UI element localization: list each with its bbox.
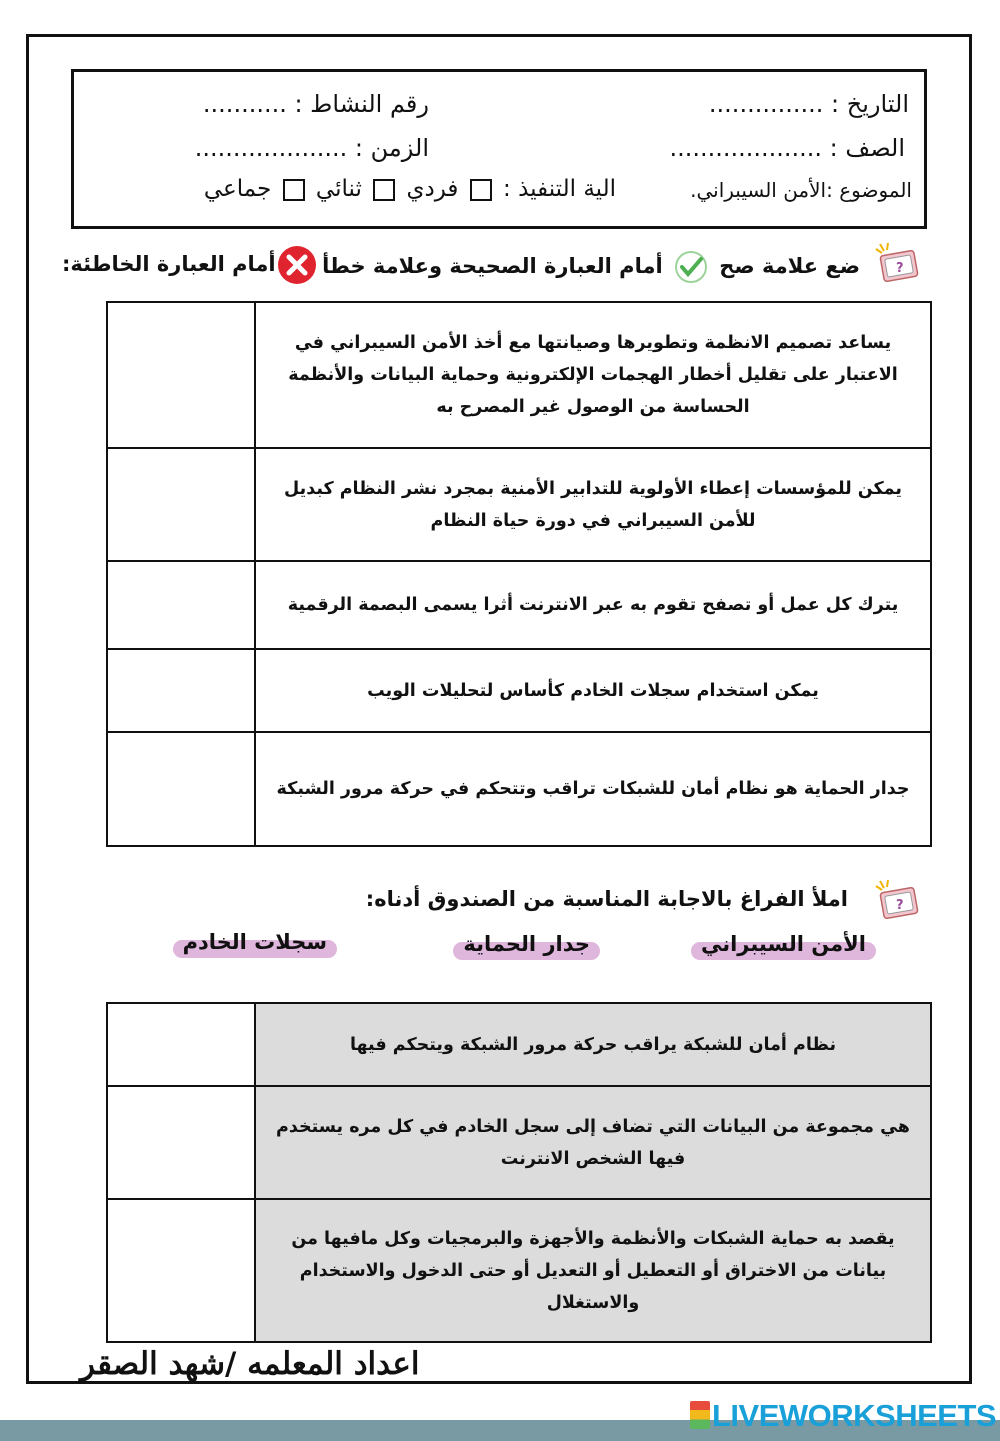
answer-cell[interactable] — [107, 732, 255, 846]
cross-mark-icon — [276, 244, 318, 286]
statement-cell: يقصد به حماية الشبكات والأنظمة والأجهزة والبرمجيات وكل مافيها من بيانات من الاختراق أو التعطيل أو التعديل أو حتى الدخول والاستخدام والاستغلال — [255, 1199, 931, 1342]
table-row — [107, 1086, 931, 1199]
section2-instruction: املأ الفراغ بالاجابة المناسبة من الصندوق أدناه: — [365, 887, 848, 911]
statement-cell: جدار الحماية هو نظام أمان للشبكات تراقب وتتحكم في حركة مرور الشبكة — [255, 732, 931, 846]
word-bank-server-logs: سجلات الخادم — [182, 930, 327, 954]
execution-label: الية التنفيذ : — [503, 176, 616, 202]
notebook-icon — [874, 243, 922, 285]
liveworksheets-logo[interactable] — [690, 1398, 996, 1434]
table-row — [107, 732, 931, 846]
statement-cell: هي مجموعة من البيانات التي تضاف إلى سجل الخادم في كل مره يستخدم فيها الشخص الانترنت — [255, 1086, 931, 1199]
mode-individual-label: فردي — [406, 176, 459, 202]
fill-blank-table — [106, 1002, 932, 1343]
instruction-part1: ضع علامة صح — [719, 254, 860, 278]
answer-cell[interactable] — [107, 649, 255, 732]
checkbox-pair[interactable] — [373, 179, 395, 201]
statement-cell: يساعد تصميم الانظمة وتطويرها وصيانتها مع أخذ الأمن السيبراني في الاعتبار على تقليل أخطار الهجمات الإلكترونية وحماية البيانات والأنظمة الحساسة من الوصول غير المصرح به — [255, 302, 931, 448]
word-bank-cyber-security: الأمن السيبراني — [700, 932, 866, 956]
statement-cell: يترك كل عمل أو تصفح تقوم به عبر الانترنت أثرا يسمى البصمة الرقمية — [255, 561, 931, 649]
table-row — [107, 302, 931, 448]
table-row — [107, 649, 931, 732]
table-row — [107, 448, 931, 561]
table-row — [107, 1003, 931, 1086]
answer-cell[interactable] — [107, 1003, 255, 1086]
mode-pair-label: ثنائي — [315, 176, 362, 202]
execution-row — [204, 176, 616, 202]
answer-cell[interactable] — [107, 561, 255, 649]
statement-cell: نظام أمان للشبكة يراقب حركة مرور الشبكة ويتحكم فيها — [255, 1003, 931, 1086]
teacher-signature: اعداد المعلمه /شهد الصقر — [80, 1346, 420, 1382]
word-bank-firewall: جدار الحماية — [463, 932, 590, 956]
mode-group-label: جماعي — [203, 176, 272, 202]
instruction-part2: أمام العبارة الصحيحة وعلامة خطأ — [322, 254, 663, 278]
time-label: الزمن : .................... — [194, 134, 429, 162]
checkbox-group[interactable] — [283, 179, 305, 201]
table-row — [107, 1199, 931, 1342]
checkbox-individual[interactable] — [470, 179, 492, 201]
class-label: الصف : .................... — [669, 134, 905, 162]
section1-instruction — [322, 250, 860, 284]
answer-cell[interactable] — [107, 1086, 255, 1199]
svg-text:?: ? — [896, 261, 904, 276]
table-row — [107, 561, 931, 649]
subject-label: الموضوع :الأمن السيبراني. — [690, 178, 912, 202]
answer-cell[interactable] — [107, 302, 255, 448]
brand-text: LIVEWORKSHEETS — [712, 1398, 997, 1433]
answer-cell[interactable] — [107, 1199, 255, 1342]
answer-cell[interactable] — [107, 448, 255, 561]
liveworksheets-badge-icon — [690, 1401, 710, 1429]
svg-text:?: ? — [896, 898, 904, 913]
activity-number-label: رقم النشاط : ........... — [202, 90, 429, 118]
statement-cell: يمكن للمؤسسات إعطاء الأولوية للتدابير الأمنية بمجرد نشر النظام كبديل للأمن السيبراني في دورة حياة النظام — [255, 448, 931, 561]
true-false-table — [106, 301, 932, 847]
statement-cell: يمكن استخدام سجلات الخادم كأساس لتحليلات الويب — [255, 649, 931, 732]
date-label: التاريخ : ............... — [708, 90, 909, 118]
check-mark-icon — [674, 250, 708, 284]
instruction-part3: أمام العبارة الخاطئة: — [62, 252, 276, 276]
notebook-icon — [874, 880, 922, 922]
